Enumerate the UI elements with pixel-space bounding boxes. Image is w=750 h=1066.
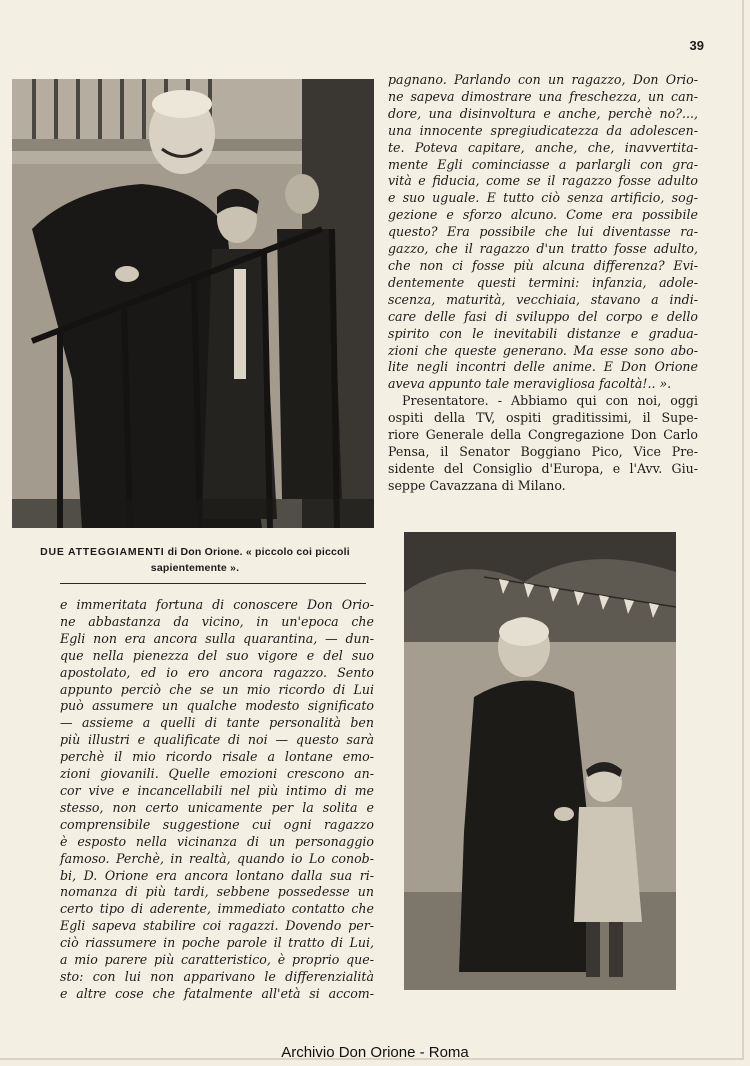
- right-column-roman-text: [388, 393, 698, 410]
- text-line: più illustri e qualificate di noi — questo sarà: [60, 732, 374, 748]
- text-line: bi, D. Orione era ancora lontano dalla sua ri-: [60, 867, 374, 883]
- photo-caption: [30, 544, 360, 576]
- text-line: vità e fiducia, come se il ragazzo fosse adulto: [388, 173, 698, 189]
- text-line: che non ci fosse più alcuna differenza? Evi-: [388, 257, 698, 273]
- text-line: zioni giovanili. Quelle emozioni crescono an-: [60, 766, 374, 782]
- text-line: Egli sapeva stabilire coi ragazzi. Dovendo per-: [60, 918, 374, 934]
- text-line: gazzo, che il ragazzo d'un tratto fosse adulto,: [388, 241, 698, 257]
- text-line: e immeritata fortuna di conoscere Don Orio-: [60, 597, 374, 612]
- text-line: ospiti della TV, ospiti graditissimi, il Supe-: [388, 410, 698, 426]
- caption-title: DUE ATTEGGIAMENTI: [40, 546, 165, 558]
- text-line: ne sapeva dimostrare una freschezza, un can-: [388, 88, 698, 104]
- right-column-roman-text-cont: [388, 410, 698, 495]
- photo-with-child: [404, 532, 676, 990]
- text-line: riore Generale della Congregazione Don Carlo: [388, 427, 698, 443]
- right-column: [388, 72, 698, 495]
- caption-text: di Don Orione. « piccolo coi piccoli sapientemente ».: [150, 546, 350, 574]
- text-line: apostolato, ed io ero ancora ragazzo. Sento: [60, 664, 374, 680]
- text-line: pagnano. Parlando con un ragazzo, Don Orio-: [388, 72, 698, 87]
- text-line: perchè il mio ricordo risale a lontane emo-: [60, 749, 374, 765]
- text-line: cor vive e incancellabili nel più intimo di me: [60, 782, 374, 798]
- text-line: seppe Cavazzana di Milano.: [388, 477, 566, 493]
- text-line: è esposto nella vicinanza di un personaggio: [60, 833, 374, 849]
- text-line: può assumere un qualche modesto significato: [60, 698, 374, 714]
- text-line: famoso. Perchè, in realtà, quando io Lo conob-: [60, 850, 374, 866]
- archive-footer: Archivio Don Orione - Roma: [281, 1044, 469, 1061]
- text-line: comprensibile suggestione cui ogni ragazzo: [60, 816, 374, 832]
- page-number: 39: [689, 38, 704, 53]
- text-line: te. Poteva capitare, anche, che, inavvertita-: [388, 139, 698, 155]
- text-line: sidente del Consiglio d'Europa, e l'Avv. Giu-: [388, 460, 698, 476]
- text-line: spirito con le inevitabili distanze e gradua-: [388, 325, 698, 341]
- text-line: dentemente questi termini: infanzia, adole-: [388, 274, 698, 290]
- left-column: [60, 597, 374, 1003]
- text-line: questo? Era possibile che lui diventasse ra-: [388, 224, 698, 240]
- text-line: certo tipo di aderente, immediato contatto che: [60, 901, 374, 917]
- text-line: lite negli incontri delle anime. E Don Orione: [388, 359, 698, 375]
- text-line: Egli non era ancora sulla quarantina, — dun-: [60, 630, 374, 646]
- photo-stairs-image: [12, 79, 374, 528]
- text-line: — assieme a quelli di tante personalità ben: [60, 715, 374, 731]
- text-line: care delle fasi di sviluppo del corpo e dello: [388, 308, 698, 324]
- text-line: ne abbastanza da vicino, in un'epoca che: [60, 613, 374, 629]
- text-line: que nella pienezza del suo vigore e del suo: [60, 647, 374, 663]
- text-line: ciò riassumere in poche parole il tratto di Lui,: [60, 935, 374, 951]
- photo-with-child-image: [404, 532, 676, 990]
- text-line: una innocente spregiudicatezza da adolescen-: [388, 122, 698, 138]
- text-line: stesso, non certo unicamente per la solita e: [60, 799, 374, 815]
- text-line: nomanza di più tardi, sebbene possedesse un: [60, 884, 374, 900]
- text-line: zioni che queste generano. Ma esse sono abo-: [388, 342, 698, 358]
- text-line: Pensa, il Senator Boggiano Pico, Vice Pre-: [388, 443, 698, 459]
- text-line: e altre cose che fatalmente all'età si accom-: [60, 985, 374, 1001]
- text-line: scenza, maturità, vecchiaia, stavano a indi-: [388, 291, 698, 307]
- text-line: sto: con lui non apparivano le differenzialità: [60, 968, 374, 984]
- caption-divider: [60, 583, 366, 584]
- text-line: appunto perciò che se un mio ricordo di Lui: [60, 681, 374, 697]
- text-line: a mio parere più caratteristico, è proprio que-: [60, 952, 374, 968]
- photo-stairs: [12, 79, 374, 528]
- text-line: gezione e sforzo alcuno. Come era possibile: [388, 207, 698, 223]
- right-column-italic-text: [388, 72, 698, 393]
- text-line: e suo uguale. E tutto ciò senza artificio, sog-: [388, 190, 698, 206]
- text-line: aveva appunto tale meravigliosa facoltà!.. ».: [388, 376, 672, 392]
- text-line: mente Egli cominciasse a parlargli con gra-: [388, 156, 698, 172]
- text-line: Presentatore. - Abbiamo qui con noi, oggi: [402, 393, 698, 409]
- text-line: dore, una disinvoltura e anche, perchè no?...,: [388, 105, 698, 121]
